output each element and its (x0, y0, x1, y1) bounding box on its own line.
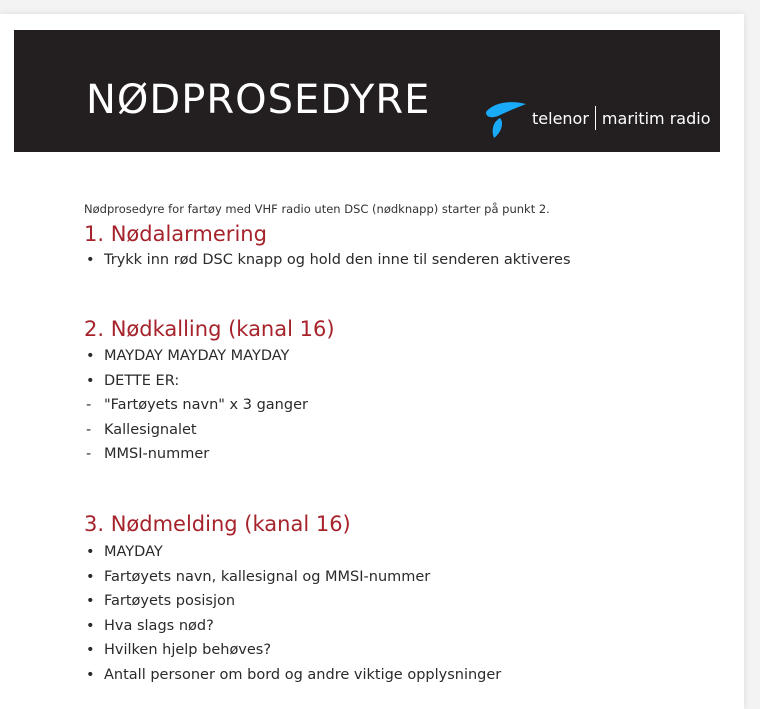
list-item (84, 369, 308, 394)
list-item-text: Hvilken hjelp behøves? (104, 642, 272, 658)
page-title: NØDPROSEDYRE (86, 77, 431, 123)
list-item (84, 248, 571, 273)
section-1-title: 1. Nødalarmering (84, 222, 267, 246)
list-item-text: MAYDAY MAYDAY MAYDAY (104, 348, 290, 364)
bullet-marker: • (86, 252, 95, 268)
bullet-marker: • (86, 544, 95, 560)
list-item-text: Kallesignalet (104, 421, 197, 438)
list-item (84, 638, 501, 663)
telenor-logo (478, 96, 711, 140)
header-banner (14, 30, 720, 152)
list-item (84, 344, 308, 369)
list-item-text: MAYDAY (104, 544, 163, 560)
bullet-marker: • (86, 666, 95, 683)
list-item (84, 393, 308, 418)
dash-marker: - (86, 397, 92, 413)
list-item (84, 418, 308, 443)
bullet-marker: • (86, 348, 95, 364)
list-item (84, 614, 501, 639)
bullet-marker: • (86, 617, 95, 634)
list-item (84, 589, 501, 614)
list-item-text: Hva slags nød? (104, 617, 214, 634)
list-item-text: Fartøyets posisjon (104, 593, 236, 609)
list-item (84, 442, 308, 467)
bullet-marker: • (86, 642, 95, 658)
brand-name: telenor (532, 108, 589, 128)
list-item-text: Fartøyets navn, kallesignal og MMSI-nummer (104, 568, 431, 585)
telenor-propeller-icon (478, 96, 530, 140)
section-3-title: 3. Nødmelding (kanal 16) (84, 512, 351, 536)
document-page (0, 14, 744, 709)
logo-divider (595, 106, 596, 130)
dash-marker: - (86, 421, 92, 438)
brand-subtitle: maritim radio (601, 108, 711, 128)
list-item (84, 540, 501, 565)
section-3-list (84, 540, 501, 687)
list-item-text: DETTE ER: (104, 372, 180, 389)
list-item-text: Trykk inn rød DSC knapp og hold den inne til senderen aktiveres (104, 252, 571, 268)
section-2-title: 2. Nødkalling (kanal 16) (84, 317, 335, 341)
section-2-list (84, 344, 308, 467)
list-item (84, 663, 501, 688)
section-1-list (84, 248, 571, 273)
list-item (84, 565, 501, 590)
bullet-marker: • (86, 372, 95, 389)
list-item-text: "Fartøyets navn" x 3 ganger (104, 397, 308, 413)
intro-text: Nødprosedyre for fartøy med VHF radio uten DSC (nødknapp) starter på punkt 2. (84, 202, 550, 216)
list-item-text: MMSI-nummer (104, 446, 210, 462)
dash-marker: - (86, 446, 92, 462)
list-item-text: Antall personer om bord og andre viktige opplysninger (104, 666, 502, 683)
bullet-marker: • (86, 568, 95, 585)
bullet-marker: • (86, 593, 95, 609)
